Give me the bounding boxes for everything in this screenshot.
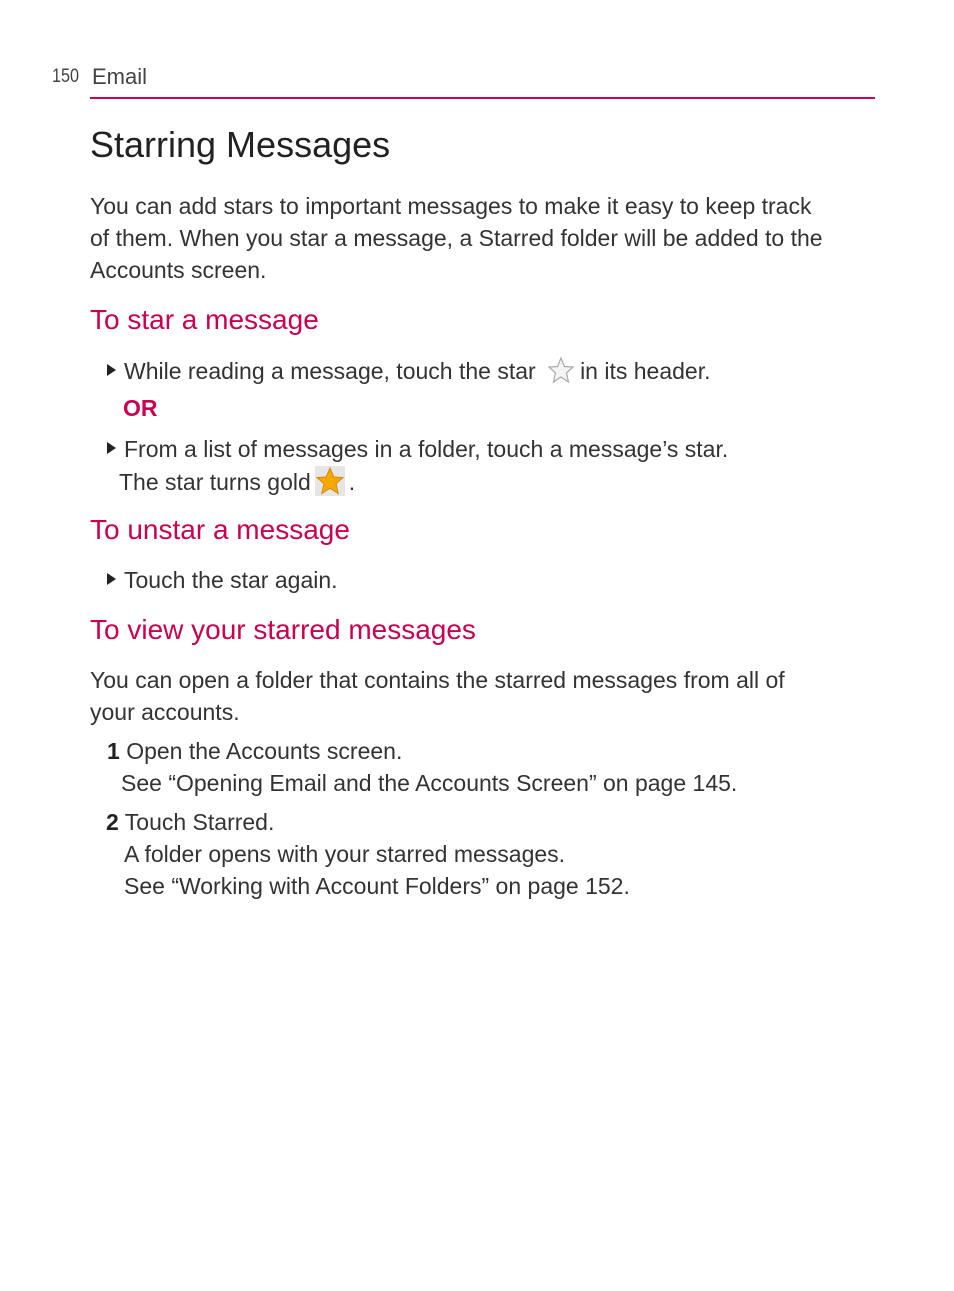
bullet-icon [107,573,116,585]
step-2-sub [124,838,630,902]
text: Touch the star again. [124,567,338,593]
step-number: 1 [107,738,120,764]
bullet-star-2-cont [119,466,355,498]
text: your accounts. [90,699,240,725]
text: Touch Starred. [124,809,275,835]
text: You can open a folder that contains the starred messages from all of [90,667,785,693]
star-outline-icon [546,355,576,385]
page-number: 150 [52,66,79,87]
page-title: Starring Messages [90,124,391,165]
step-1 [107,735,402,767]
intro-line: You can add stars to important messages to make it easy to keep track [90,193,812,219]
text: See “Working with Account Folders” on page 152. [124,873,630,899]
intro-line: of them. When you star a message, a Starred folder will be added to the [90,225,823,251]
step-2 [106,806,274,838]
heading-unstar: To unstar a message [90,514,350,545]
text: in its header. [580,358,711,384]
intro-line: Accounts screen. [90,257,267,283]
text: Open the Accounts screen. [126,738,403,764]
or-label: OR [123,395,158,421]
bullet-icon [107,364,116,376]
heading-star: To star a message [90,304,319,335]
text: The star turns gold [119,469,311,495]
text: From a list of messages in a folder, touch a message’s star. [124,436,729,462]
section-header: Email [92,64,148,89]
bullet-star-1 [107,355,710,387]
header-rule [90,97,875,99]
bullet-unstar [107,564,338,596]
heading-view: To view your starred messages [90,614,476,645]
text: A folder opens with your starred messages. [124,841,566,867]
text: . [348,469,356,495]
intro-paragraph [90,190,823,286]
view-intro [90,664,785,728]
star-gold-icon [315,466,345,496]
step-1-sub: See “Opening Email and the Accounts Screen” on page 145. [121,770,738,796]
bullet-star-2 [107,433,728,465]
step-number: 2 [106,809,119,835]
bullet-icon [107,442,116,454]
text: While reading a message, touch the star [124,358,536,384]
